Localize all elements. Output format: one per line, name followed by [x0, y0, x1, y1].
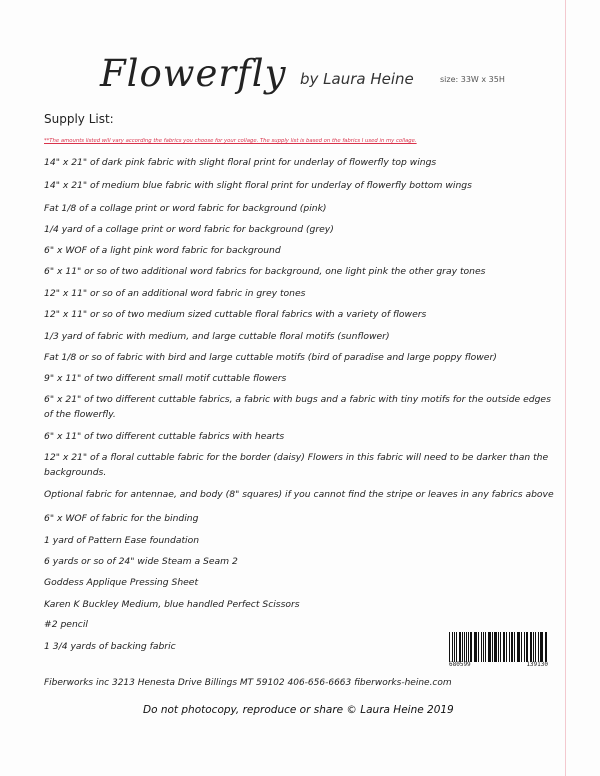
supply-item: Karen K Buckley Medium, blue handled Perfect Scissors — [44, 599, 300, 610]
barcode-bar — [492, 632, 493, 662]
supply-item: Fat 1/8 of a collage print or word fabric for background (pink) — [44, 203, 327, 214]
supply-item: 12" x 11" or so of an additional word fabric in grey tones — [44, 288, 306, 299]
barcode-bar — [524, 632, 525, 662]
barcode-numbers — [449, 661, 548, 668]
supply-item: 6" x 11" or so of two additional word fabrics for background, one light pink the other gray tones — [44, 266, 486, 277]
barcode-bar — [540, 632, 541, 662]
barcode-bar — [468, 632, 469, 662]
barcode-bar — [481, 632, 482, 662]
barcode-bar — [483, 632, 484, 662]
barcode-bar — [462, 632, 463, 662]
barcode-bar — [474, 632, 475, 662]
barcode-bar — [464, 632, 465, 662]
barcode-bar — [456, 632, 457, 662]
barcode-bar — [466, 632, 467, 662]
barcode-left-digits: 680599 — [449, 661, 471, 668]
supply-item: 14" x 21" of dark pink fabric with slight floral print for underlay of flowerfly top wings — [44, 157, 437, 168]
barcode-bar — [503, 632, 504, 662]
supply-note: **The amounts listed will vary according the fabrics you choose for your collage. The supply list is based on the fabrics I used in my collage. — [44, 138, 417, 144]
pattern-author: by Laura Heine — [300, 70, 414, 88]
barcode-bar — [454, 632, 455, 662]
supply-item: 6 yards or so of 24" wide Steam a Seam 2 — [44, 556, 238, 567]
barcode-bar — [526, 632, 527, 662]
supply-item: 9" x 11" of two different small motif cuttable flowers — [44, 373, 287, 384]
barcode-bar — [494, 632, 496, 662]
barcode-right-digits: 139130 — [526, 661, 548, 668]
supply-item: 12" x 11" or so of two medium sized cuttable floral fabrics with a variety of flowers — [44, 309, 427, 320]
barcode-bar — [498, 632, 499, 662]
barcode-bar — [459, 632, 461, 662]
page-margin-line — [565, 0, 566, 776]
barcode-bar — [530, 632, 532, 662]
barcode-bar — [478, 632, 479, 662]
barcode-bar — [527, 632, 528, 662]
barcode-bar — [546, 632, 547, 662]
barcode-bar — [475, 632, 477, 662]
barcode-bar — [470, 632, 471, 662]
barcode-bar — [488, 632, 489, 662]
pattern-size: size: 33W x 35H — [440, 75, 505, 84]
barcode-bar — [506, 632, 507, 662]
supply-item: 1/4 yard of a collage print or word fabric for background (grey) — [44, 224, 334, 235]
publisher-address: Fiberworks inc 3213 Henesta Drive Billings MT 59102 406-656-6663 fiberworks-heine.com — [44, 678, 452, 688]
supply-item: Optional fabric for antennae, and body (8" squares) if you cannot find the stripe or leaves in any fabrics above — [44, 489, 554, 500]
supply-item: 1 yard of Pattern Ease foundation — [44, 535, 200, 546]
supply-item: Fat 1/8 or so of fabric with bird and large cuttable motifs (bird of paradise and large poppy flower) — [44, 352, 497, 363]
supply-item: 6" x 21" of two different cuttable fabrics, a fabric with bugs and a fabric with tiny motifs for the outside edges of the flowerfly. — [44, 394, 551, 420]
supply-item: 6" x WOF of fabric for the binding — [44, 513, 199, 524]
supply-item: 6" x 11" of two different cuttable fabrics with hearts — [44, 431, 285, 442]
barcode-bar — [449, 632, 450, 662]
supply-list-heading: Supply List: — [44, 112, 114, 126]
barcode-bar — [514, 632, 515, 662]
barcode-bar — [500, 632, 501, 662]
barcode-bar — [504, 632, 505, 662]
barcode-bar — [533, 632, 534, 662]
supply-item: 12" x 21" of a floral cuttable fabric for the border (daisy) Flowers in this fabric will need to be darker than the backgrounds. — [44, 452, 549, 478]
barcode-bar — [521, 632, 522, 662]
barcode-bar — [511, 632, 513, 662]
barcode-bar — [541, 632, 542, 662]
barcode-bar — [535, 632, 536, 662]
product-barcode — [449, 632, 548, 662]
pattern-title: Flowerfly — [100, 52, 287, 95]
barcode-bar — [452, 632, 453, 662]
barcode-bar — [538, 632, 539, 662]
supply-item: 6" x WOF of a light pink word fabric for background — [44, 245, 281, 256]
supply-item: 1/3 yard of fabric with medium, and large cuttable floral motifs (sunflower) — [44, 331, 390, 342]
barcode-bar — [489, 632, 490, 662]
supply-item: Goddess Applique Pressing Sheet — [44, 577, 199, 588]
supply-item: 14" x 21" of medium blue fabric with slight floral print for underlay of flowerfly bottom wings — [44, 180, 472, 191]
supply-item: #2 pencil — [44, 619, 88, 630]
supply-item: 1 3/4 yards of backing fabric — [44, 641, 176, 652]
barcode-bar — [545, 632, 546, 662]
barcode-bar — [518, 632, 519, 662]
barcode-bar — [509, 632, 510, 662]
barcode-bar — [517, 632, 518, 662]
barcode-bar — [485, 632, 486, 662]
copyright-notice: Do not photocopy, reproduce or share © Laura Heine 2019 — [143, 704, 454, 716]
